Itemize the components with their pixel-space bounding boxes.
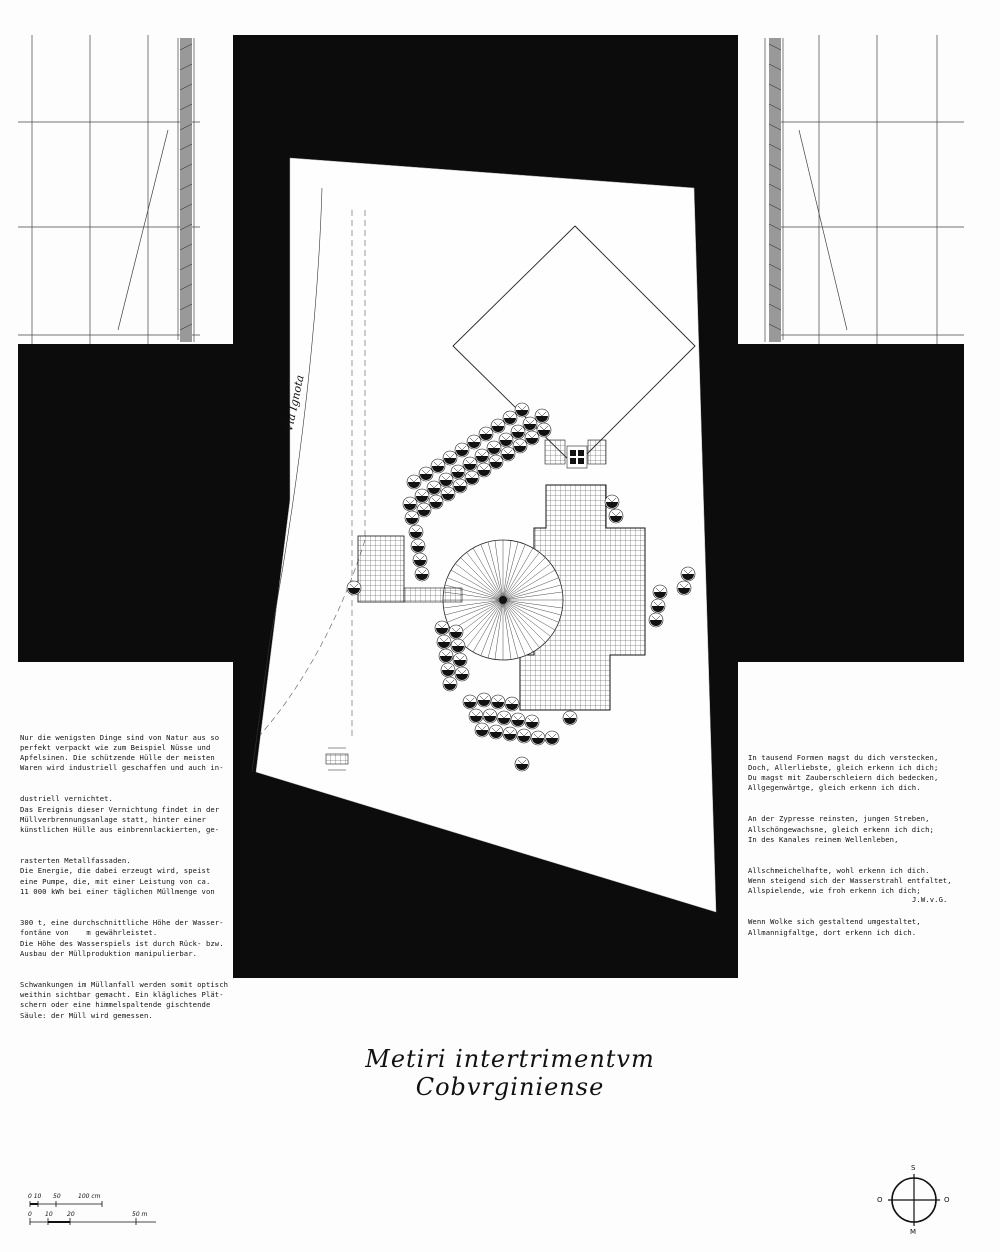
compass-icon — [884, 1170, 944, 1230]
connector-walk — [404, 588, 462, 602]
page-title: Metiri intertrimentvm Cobvrginiense — [365, 1045, 655, 1101]
left-block — [358, 536, 404, 602]
compass-label-right: O — [944, 1196, 950, 1204]
compass-label-top: S — [911, 1164, 916, 1172]
poem-signature: J.W.v.G. — [912, 895, 948, 904]
scale-label-100cm: 100 cm — [78, 1193, 101, 1200]
street-label: Via Ignota — [282, 373, 307, 433]
scale-label-50: 50 — [53, 1193, 61, 1200]
scale-label-50m: 50 m — [132, 1211, 148, 1218]
right-poem-text: In tausend Formen magst du dich verstecken, Doch, Allerliebste, gleich erkenn ich dich; Du magst mit Zauberschleiern dich bedecken, Allgegenwärtge, gleich erkenn ich dich. An der Zypresse reinsten, jungen Streben, Allschöngewachsne, gleich erkenn ich dich; In des Kanales reinem Wellenleben, Allschmeichelhafte, wohl erkenn ich dich. Wenn steigend sich der Wasserstrahl entfaltet, Allspielende, wie froh erkenn ich dich; Wenn Wolke sich gestaltend umgestaltet, Allmannigfaltge, dort erkenn ich dich. — [748, 752, 952, 937]
scale-label-10: 10 — [45, 1211, 53, 1218]
scale-label-0: 0 — [28, 1211, 32, 1218]
scale-label-20: 20 — [67, 1211, 75, 1218]
scale-label-0-10: 0 10 — [28, 1193, 42, 1200]
left-description-text: Nur die wenigsten Dinge sind von Natur aus so perfekt verpackt wie zum Beispiel Nüsse und Apfelsinen. Die schützende Hülle der meisten Waren wird industriell geschaffen und auch in- dustriell vernichtet. Das Ereignis dieser Vernichtung findet in der Müllverbrennungsanlage statt, hinter einer künstlichen Hülle aus einbrennlackierten, ge- rasterten Metallfassaden. Die Energie, die dabei erzeugt wird, speist eine Pumpe, die, mit einer Leistung von ca. 11 000 kWh bei einer täglichen Müllmenge von 300 t, eine durchschnittliche Höhe der Wasser- fontäne von m gewährleistet. Die Höhe des Wasserspiels ist durch Rück- bzw. Ausbau der Müllproduktion manipulierbar. Schwankungen im Müllanfall werden somit optisch weithin sichtbar gemacht. Ein klägliches Plät- schern oder eine himmelspaltende gischtende Säule: der Müll wird gemessen. — [20, 732, 229, 1020]
plan-sheet — [256, 158, 716, 912]
compass-label-left: O — [877, 1196, 883, 1204]
compass-label-bottom: M — [910, 1228, 917, 1236]
